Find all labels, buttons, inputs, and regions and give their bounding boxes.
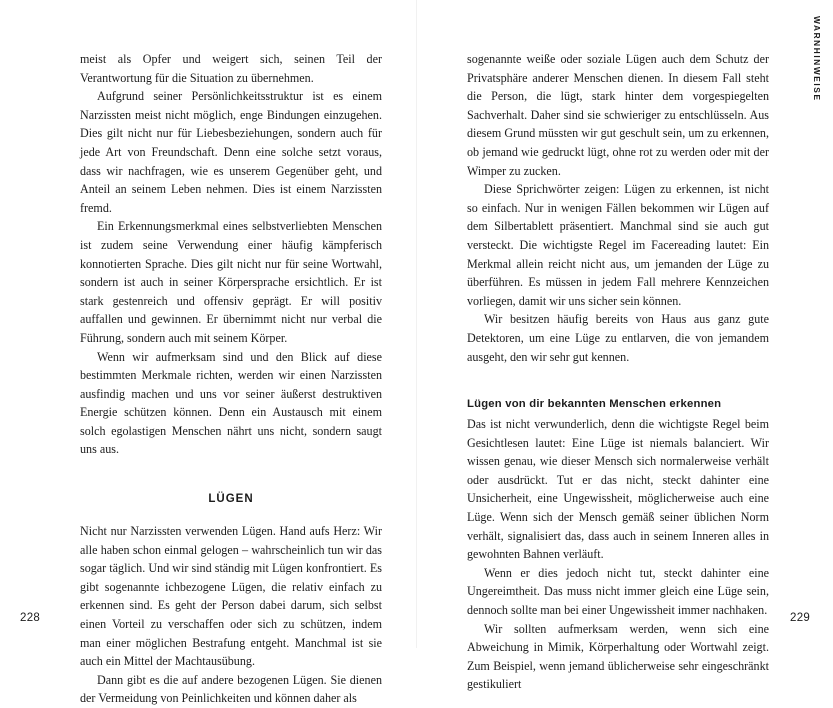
paragraph: Diese Sprichwörter zeigen: Lügen zu erkennen, ist nicht so einfach. Nur in wenigen Fällen bekommen wir Lügen auf dem Silbertablett präsentiert. Manchmal sind sie auch gut versteckt. Die wichtigste Regel im Facereading lautet: Ein Merkmal allein reicht nicht aus, um jemanden der Lüge zu überführen. Es müssen in jedem Fall mehrere Kennzeichen vorliegen, damit wir uns sicher sein können. (467, 182, 769, 308)
paragraph: Das ist nicht verwunderlich, denn die wichtigste Regel beim Gesichtlesen lautet: Eine Lüge ist niemals balanciert. Wir wissen genau, wie dieser Mensch sich normalerweise verhält oder ausdrückt. Tut er das nicht, steckt dahinter eine Unsicherheit, eine Ungewissheit, möglicherweise auch eine Lüge. Wenn sich der Mensch gemäß seiner üblichen Norm verhält, signalisiert das, dass auch in seinem Inneren alles in gewohnten Bahnen verläuft. (467, 417, 769, 562)
running-head: WARNHINWEISE (812, 16, 822, 102)
paragraph: Wir sollten aufmerksam werden, wenn sich eine Abweichung in Mimik, Körperhaltung oder Wortwahl zeigt. Zum Beispiel, wenn jemand üblicherweise sehr eingeschränkt gestikuliert (467, 621, 769, 692)
paragraph: meist als Opfer und weigert sich, seinen Teil der Verantwortung für die Situation zu übernehmen. (80, 52, 382, 85)
page-number-right: 229 (790, 612, 811, 624)
paragraph: Aufgrund seiner Persönlichkeitsstruktur ist es einem Narzissten meist nicht möglich, enge Bindungen einzugehen. Dies gilt nicht nur für Liebesbeziehungen, sondern auch für jede Art von Freundschaft. Denn eine solche setzt voraus, dass wir nachfragen, wie es unserem Gegenüber geht, und Anteil an seinem Leben nehmen. Dies ist einem Narzissten fremd. (80, 89, 382, 215)
left-page (80, 50, 382, 708)
subsection-heading: Lügen von dir bekannten Menschen erkennen (467, 398, 722, 411)
paragraph: Wenn er dies jedoch nicht tut, steckt dahinter eine Ungereimtheit. Das muss nicht immer gleich eine Lüge sein, dennoch sollte man bei einer Ungewissheit immer nachhaken. (467, 565, 769, 618)
paragraph: Wir besitzen häufig bereits von Haus aus ganz gute Detektoren, um eine Lüge zu entlarven, die von jemandem ausgeht, den wir sehr gut kennen. (467, 312, 769, 364)
paragraph: Dann gibt es die auf andere bezogenen Lügen. Sie dienen der Vermeidung von Peinlichkeiten und können daher als (80, 672, 382, 706)
right-page (467, 50, 769, 694)
paragraph: Wenn wir aufmerksam sind und den Blick auf diese bestimmten Merkmale richten, werden wir einen Narzissten ausfindig machen und uns vor seiner äußerst destruktiven Energie schützen können. Denn ein Austausch mit einem solch egolastigen Menschen nährt uns nicht, sondern saugt uns aus. (80, 349, 382, 457)
page-number-left: 228 (20, 612, 41, 624)
book-gutter (416, 0, 417, 648)
section-heading: LÜGEN (208, 493, 254, 506)
paragraph: Ein Erkennungsmerkmal eines selbstverliebten Menschen ist zudem seine Verwendung einer häufig kämpferisch konnotierten Sprache. Dies gilt nicht nur für seine Wortwahl, sondern ist auch in seiner Körpersprache ersichtlich. Er ist stark gestenreich und offensiv geprägt. Er will positiv auffallen und gewinnen. Er übernimmt nicht nur verbal die Führung, sondern auch mit seinem Körper. (80, 219, 382, 345)
paragraph: sogenannte weiße oder soziale Lügen auch dem Schutz der Privatsphäre anderer Menschen dienen. In diesem Fall steht die Person, die lügt, stark hinter dem vorgespiegelten Sachverhalt. Daher sind sie schwieriger zu entschlüsseln. Aus diesem Grund müssten wir gut geschult sein, um zu erkennen, ob jemand wie gedruckt lügt, ohne rot zu werden oder mit der Wimper zu zucken. (467, 52, 769, 178)
paragraph: Nicht nur Narzissten verwenden Lügen. Hand aufs Herz: Wir alle haben schon einmal gelogen – wahrscheinlich tun wir das sogar täglich. Und wir sind ständig mit Lügen konfrontiert. Es gibt sogenannte ichbezogene Lügen, die relativ einfach zu erkennen sind. Es geht der Person dabei darum, sich selbst einen Vorteil zu verschaffen oder sich zu schützen, indem man einer möglichen Bestrafung entgeht. Manchmal ist sie auch ein Mittel der Machtausübung. (80, 524, 382, 669)
